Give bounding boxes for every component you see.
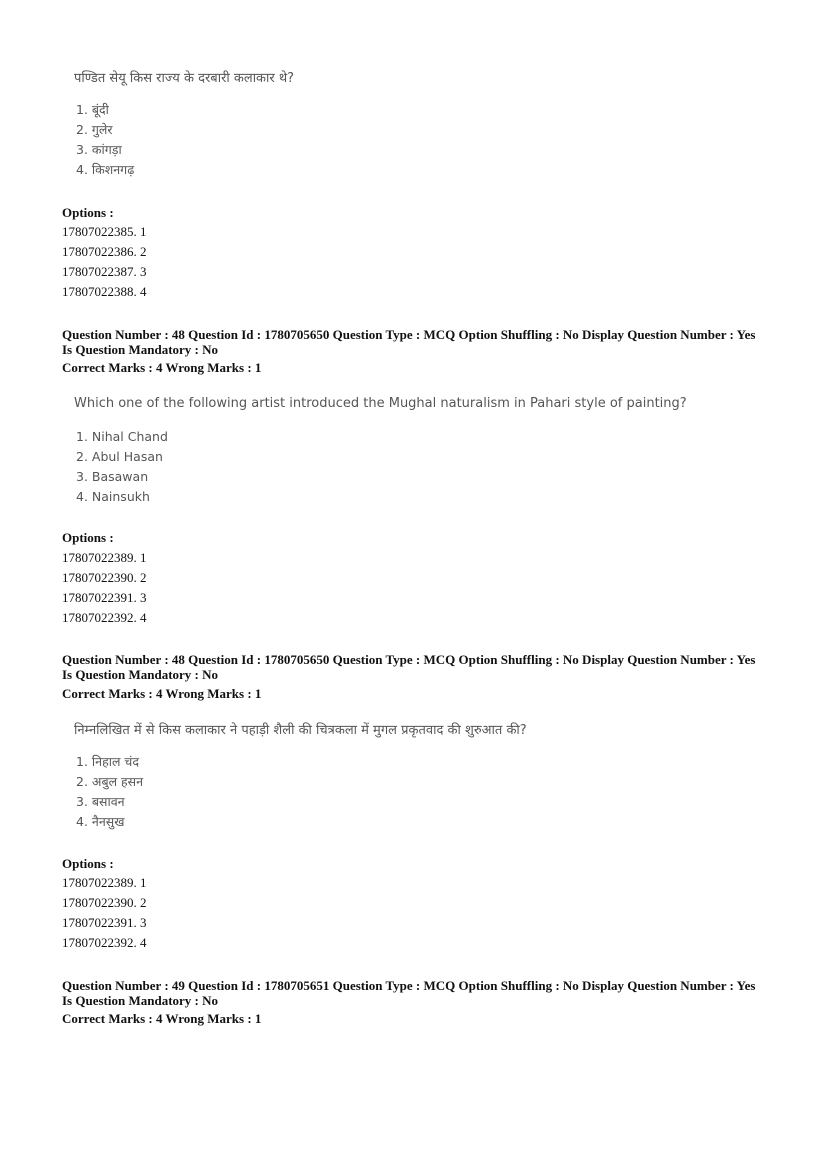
option-id-2: 17807022386. 2: [62, 244, 147, 259]
option-id-4: 17807022392. 4: [62, 935, 147, 950]
question-meta: Question Number : 48 Question Id : 1780705650 Question Type : MCQ Option Shuffling : No Display Question Number : Yes: [62, 652, 756, 667]
question-text: पण्डित सेयू किस राज्य के दरबारी कलाकार थे?: [74, 71, 295, 86]
options-label: Options :: [62, 856, 114, 871]
choice-2: 2. अबुल हसन: [76, 774, 144, 789]
choice-3: 3. कांगड़ा: [76, 142, 122, 157]
mandatory-line: Is Question Mandatory : No: [62, 667, 219, 682]
marks-line: Correct Marks : 4 Wrong Marks : 1: [62, 1011, 262, 1026]
option-id-3: 17807022391. 3: [62, 915, 147, 930]
choice-1: 1. Nihal Chand: [76, 429, 168, 444]
option-id-3: 17807022387. 3: [62, 264, 147, 279]
option-id-1: 17807022385. 1: [62, 224, 147, 239]
option-id-1: 17807022389. 1: [62, 550, 147, 565]
mandatory-line: Is Question Mandatory : No: [62, 342, 219, 357]
choice-3: 3. बसावन: [76, 794, 125, 809]
choice-3: 3. Basawan: [76, 469, 149, 484]
choice-1: 1. निहाल चंद: [76, 754, 139, 769]
question-text: निम्नलिखित में से किस कलाकार ने पहाड़ी शैली की चित्रकला में मुगल प्रकृतवाद की शुरुआत की?: [74, 723, 527, 738]
option-id-2: 17807022390. 2: [62, 895, 147, 910]
option-id-4: 17807022392. 4: [62, 610, 147, 625]
question-meta: Question Number : 49 Question Id : 1780705651 Question Type : MCQ Option Shuffling : No Display Question Number : Yes: [62, 978, 756, 993]
options-label: Options :: [62, 530, 114, 545]
option-id-4: 17807022388. 4: [62, 284, 147, 299]
choice-2: 2. Abul Hasan: [76, 449, 163, 464]
question-text: Which one of the following artist introduced the Mughal naturalism in Pahari style of painting?: [74, 396, 687, 411]
marks-line: Correct Marks : 4 Wrong Marks : 1: [62, 360, 262, 375]
mandatory-line: Is Question Mandatory : No: [62, 993, 219, 1008]
options-label: Options :: [62, 205, 114, 220]
marks-line: Correct Marks : 4 Wrong Marks : 1: [62, 686, 262, 701]
choice-4: 4. नैनसुख: [76, 814, 125, 829]
choice-2: 2. गुलेर: [76, 122, 113, 137]
choice-4: 4. किशनगढ़: [76, 162, 135, 177]
option-id-2: 17807022390. 2: [62, 570, 147, 585]
question-meta: Question Number : 48 Question Id : 1780705650 Question Type : MCQ Option Shuffling : No Display Question Number : Yes: [62, 327, 756, 342]
choice-4: 4. Nainsukh: [76, 489, 150, 504]
option-id-3: 17807022391. 3: [62, 590, 147, 605]
option-id-1: 17807022389. 1: [62, 875, 147, 890]
choice-1: 1. बूंदी: [76, 102, 109, 117]
